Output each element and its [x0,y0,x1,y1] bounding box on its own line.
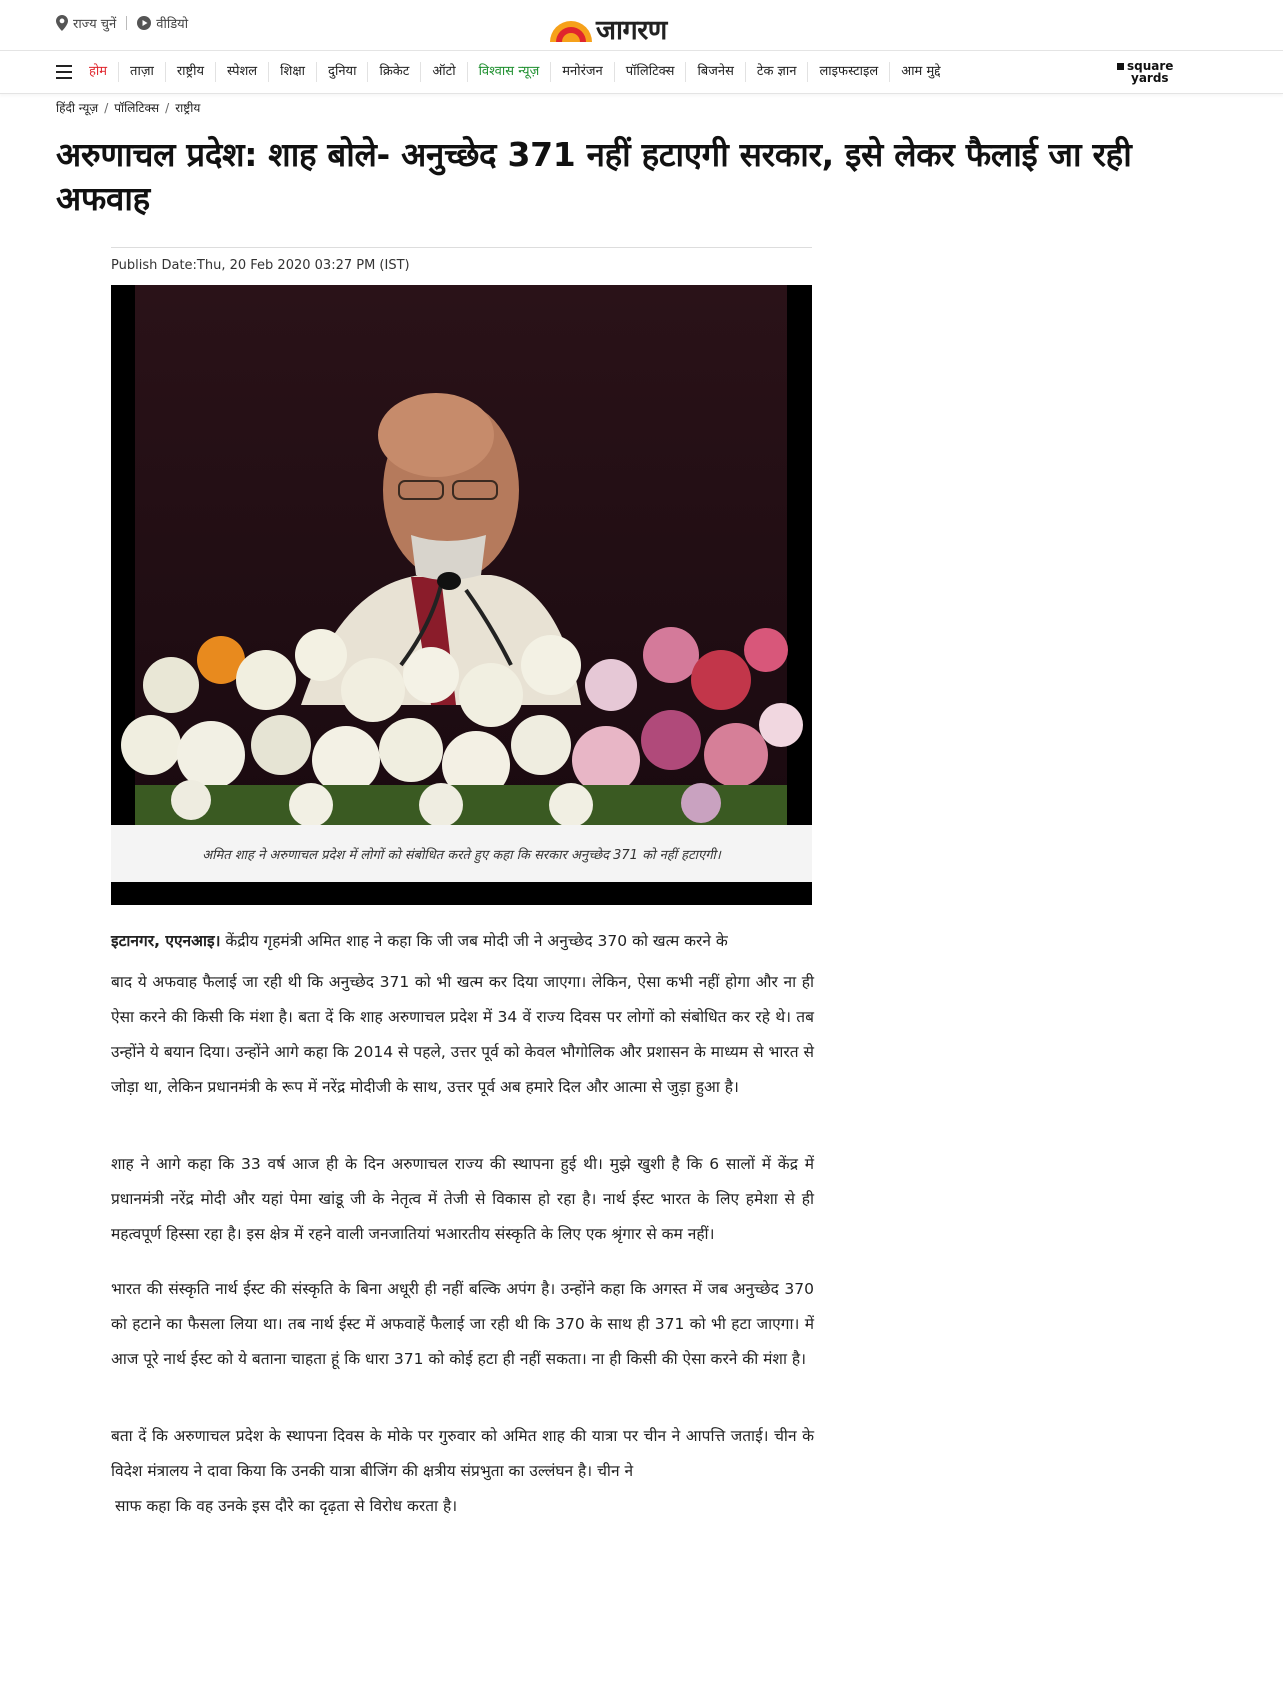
article-headline: अरुणाचल प्रदेश: शाह बोले- अनुच्छेद 371 नहीं हटाएगी सरकार, इसे लेकर फैलाई जा रही अफवाह [56,135,1132,218]
breadcrumb-politics[interactable]: पॉलिटिक्स [114,101,160,115]
breadcrumb-national[interactable]: राष्ट्रीय [175,101,201,115]
nav-item-14[interactable]: आम मुद्दे [901,64,941,79]
breadcrumb-separator: / [104,100,109,115]
partner-line2: yards [1131,71,1169,85]
paragraph-2: शाह ने आगे कहा कि 33 वर्ष आज ही के दिन अरुणाचल राज्य की स्थापना हुई थी। मुझे खुशी है कि 6 सालों में केंद्र में प्रधानमंत्री नरेंद्र मोदी और यहां पेमा खांडू जी के नेतृत्व में तेजी से विकास हो रहा है। नार्थ ईस्ट भारत के लिए हमेशा से ही महत्वपूर्ण हिस्सा रहा है। इस क्षेत्र में रहने वाली जनजातियां भआरतीय संस्कृति के लिए एक श्रृंगार से कम नहीं। [111,1155,814,1243]
partner-line1: square [1127,59,1174,73]
nav-item-8[interactable]: विश्वास न्यूज़ [468,62,552,82]
nav-items [78,51,952,93]
paragraph-3: भारत की संस्कृति नार्थ ईस्ट की संस्कृति के बिना अधूरी ही नहीं बल्कि अपंग है। उन्होंने कहा कि अगस्त में जब अनुच्छेद 370 को हटाने का फैसला लिया था। तब नार्थ ईस्ट में अफवाहें फैलाई जा रही थी कि 370 के साथ ही 371 को भी हटा जाएगा। में आज पूरे नार्थ ईस्ट को ये बताना चाहता हूं कि धारा 371 को कोई हटा ही नहीं सकता। ना ही किसी की ऐसा करने की मंशा है। [111,1280,814,1368]
nav-item-7[interactable]: ऑटो [421,62,467,82]
sun-logo-icon [548,16,594,42]
paragraph-1: बाद ये अफवाह फैलाई जा रही थी कि अनुच्छेद 371 को भी खत्म कर दिया जाएगा। लेकिन, ऐसा कभी नहीं होगा और ना ही ऐसा करने की किसी कि मंशा है। बता दें कि शाह अरुणाचल प्रदेश में 34 वें राज्य दिवस पर लोगों को संबोधित कर रहे थे। तब उन्होंने ये बयान दिया। उन्होंने आगे कहा कि 2014 से पहले, उत्तर पूर्व को केवल भौगोलिक और प्रशासन के माध्यम से भारत से जोड़ा था, लेकिन प्रधानमंत्री के रूप में नरेंद्र मोदीजी के साथ, उत्तर पूर्व अब हमारे दिल और आत्मा से जुड़ा हुआ है। [111,973,814,1096]
top-left-links [56,14,188,32]
nav-item-0[interactable]: होम [78,62,119,82]
logo-text: जागरण [596,15,667,46]
breadcrumb [56,99,200,116]
breadcrumb-hindi-news[interactable]: हिंदी न्यूज़ [56,101,99,115]
article-figure [111,285,812,905]
nav-item-12[interactable]: टेक ज्ञान [746,62,809,82]
pin-icon [56,15,68,31]
top-separator [126,16,127,30]
top-bar [0,0,1283,51]
nav-item-3[interactable]: स्पेशल [216,62,269,82]
video-link[interactable] [137,14,188,32]
article-body [111,924,814,1524]
nav-item-4[interactable]: शिक्षा [269,62,317,82]
nav-item-10[interactable]: पॉलिटिक्स [615,62,687,82]
paragraph-5: साफ कहा कि वह उनके इस दौरे का दृढ़ता से विरोध करता है। [115,1497,458,1515]
lead-text: केंद्रीय गृहमंत्री अमित शाह ने कहा कि जी जब मोदी जी ने अनुच्छेद 370 को खत्म करने के [220,932,728,950]
state-select[interactable] [56,14,116,32]
state-select-label: राज्य चुनें [73,17,117,32]
jagran-logo[interactable] [548,10,667,47]
dateline: इटानगर, एएनआइ। [111,932,221,950]
nav-item-1[interactable]: ताज़ा [119,62,166,82]
nav-item-9[interactable]: मनोरंजन [551,62,615,82]
publish-date: Publish Date:Thu, 20 Feb 2020 03:27 PM (IST) [111,258,410,273]
hamburger-menu-icon[interactable] [56,65,72,79]
square-icon [1117,63,1124,70]
headline-divider [111,247,812,248]
nav-item-11[interactable]: बिजनेस [686,62,745,82]
nav-item-6[interactable]: क्रिकेट [368,62,421,82]
paragraph-4: बता दें कि अरुणाचल प्रदेश के स्थापना दिवस के मोके पर गुरुवार को अमित शाह की यात्रा पर चीन ने आपत्ति जताई। चीन के विदेश मंत्रालय ने दावा किया कि उनकी यात्रा बीजिंग की क्षत्रीय संप्रभुता का उल्लंघन है। चीन ने [111,1427,814,1480]
video-label: वीडियो [156,17,189,32]
nav-item-2[interactable]: राष्ट्रीय [166,62,216,82]
nav-item-13[interactable]: लाइफस्टाइल [808,62,890,82]
article-photo [111,285,812,825]
play-icon [137,16,151,30]
square-yards-logo[interactable] [1117,60,1177,86]
breadcrumb-separator: / [165,100,170,115]
nav-item-5[interactable]: दुनिया [317,62,368,82]
image-caption: अमित शाह ने अरुणाचल प्रदेश में लोगों को संबोधित करते हुए कहा कि सरकार अनुच्छेद 371 को नहीं हटाएगी। [111,825,812,882]
main-nav [0,51,1283,94]
lead-paragraph [111,924,814,959]
